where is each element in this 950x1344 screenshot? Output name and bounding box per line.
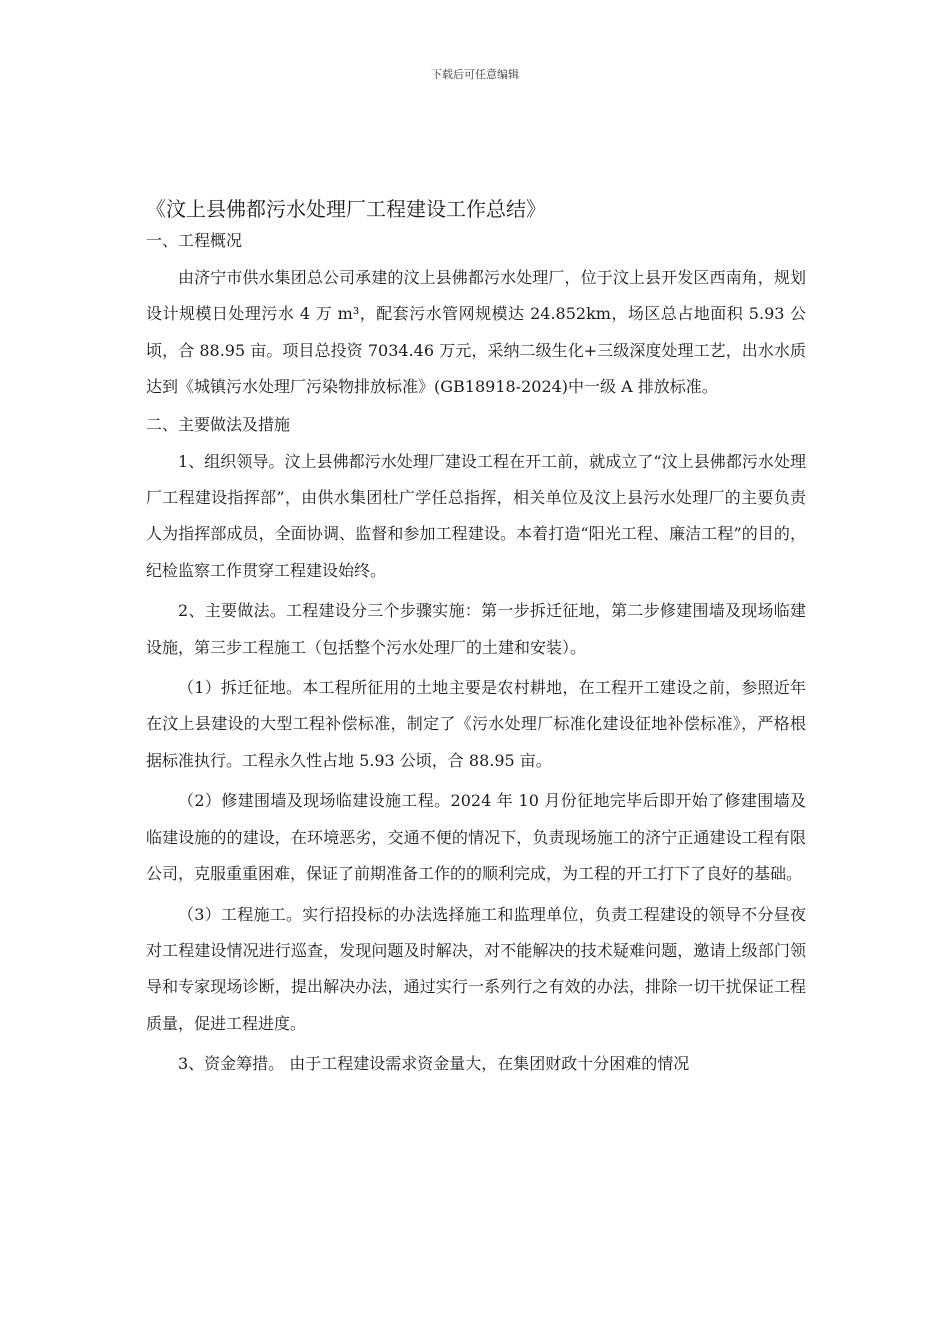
measures-paragraph-funding: 3、资金筹措。 由于工程建设需求资金量大，在集团财政十分困难的情况 [178,1054,690,1074]
page-header-note: 下载后可任意编辑 [431,68,519,81]
document-body [146,196,806,1083]
section-heading-measures: 二、主要做法及措施 [146,414,291,434]
section-heading-overview: 一、工程概况 [146,231,243,250]
measures-paragraph-construction: （3）工程施工。实行招投标的办法选择施工和监理单位，负责工程建设的领导不分昼夜对工程建设情况进行巡查，发现问题及时解决，对不能解决的技术疑难问题，邀请上级部门领导和专家现场诊断，提出解决办法，通过实行一系列行之有效的办法，排除一切干扰保证工程质量，促进工程进度。 [146,904,806,1033]
measures-paragraph-wall-construction: （2）修建围墙及现场临建设施工程。2024 年 10 月份征地完毕后即开始了修建围墙及临建设施的的建设，在环境恶劣，交通不便的情况下，负责现场施工的济宁正通建设工程有限公司，克服重重困难，保证了前期准备工作的的顺利完成，为工程的开工打下了良好的基础。 [146,791,806,884]
measures-paragraph-land-acquisition: （1）拆迁征地。本工程所征用的土地主要是农村耕地，在工程开工建设之前，参照近年在汶上县建设的大型工程补偿标准，制定了《污水处理厂标准化建设征地补偿标准》，严格根据标准执行。工程永久性占地 5.93 公顷，合 88.95 亩。 [146,678,806,770]
document-title: 《汶上县佛都污水处理厂工程建设工作总结》 [146,197,546,221]
overview-paragraph: 由济宁市供水集团总公司承建的汶上县佛都污水处理厂，位于汶上县开发区西南角，规划设计规模日处理污水 4 万 m³，配套污水管网规模达 24.852km，场区总占地面积 5.93 公顷，合 88.95 亩。项目总投资 7034.46 万元，采纳二级生化+三级深度处理工艺，出水水质达到《城镇污水处理厂污染物排放标准》(GB18918-2024)中一级 A 排放标准。 [146,268,806,397]
measures-paragraph-organization: 1、组织领导。汶上县佛都污水处理厂建设工程在开工前，就成立了“汶上县佛都污水处理厂工程建设指挥部”，由供水集团杜广学任总指挥，相关单位及汶上县污水处理厂的主要负责人为指挥部成员，全面协调、监督和参加工程建设。本着打造“阳光工程、廉洁工程”的目的，纪检监察工作贯穿工程建设始终。 [146,451,806,580]
measures-paragraph-main-approach: 2、主要做法。工程建设分三个步骤实施：第一步拆迁征地，第二步修建围墙及现场临建设施，第三步工程施工（包括整个污水处理厂的土建和安装）。 [146,601,806,657]
